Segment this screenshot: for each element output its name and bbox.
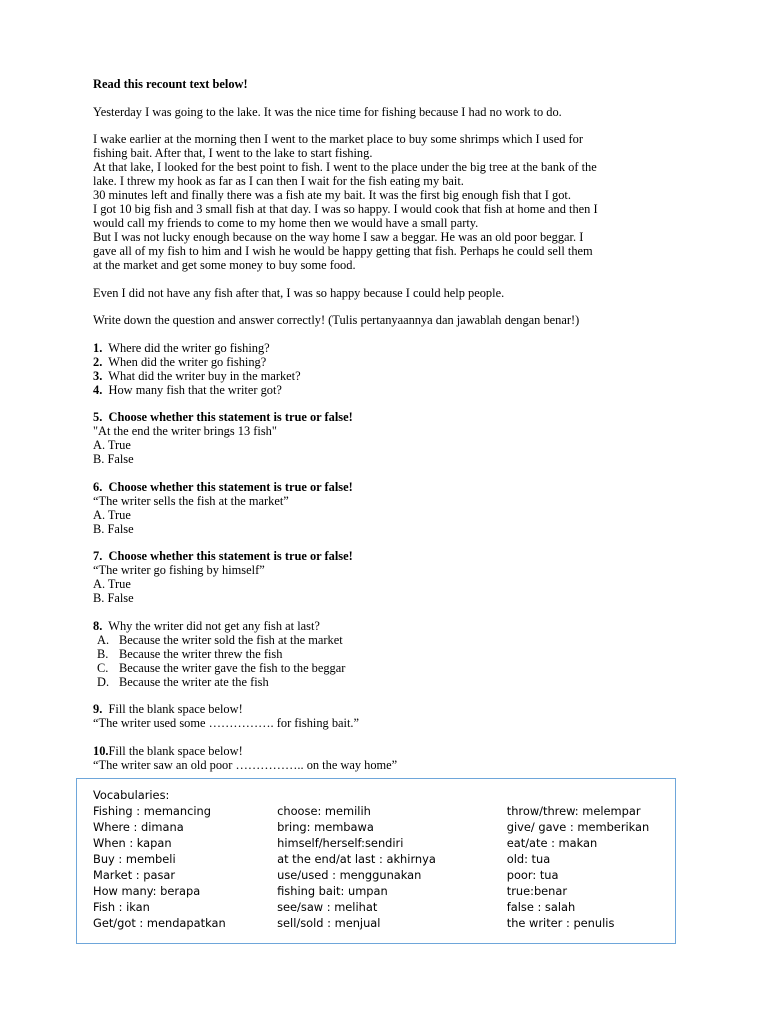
vocab-column-2 [277,803,507,931]
option-d: D. Because the writer ate the fish [97,674,269,689]
vocab-item: false : salah [506,900,576,914]
statement: “The writer sells the fish at the market” [93,493,289,508]
vocab-item: poor: tua [506,868,559,882]
vocab-item: When : kapan [93,836,172,850]
vocab-item: Get/got : mendapatkan [93,916,226,930]
vocab-item: Buy : membeli [93,852,176,866]
option-b: B. Because the writer threw the fish [97,646,283,661]
intro-paragraph: Yesterday I was going to the lake. It was the nice time for fishing because I had no work to do. [93,104,562,119]
option-true: A. True [93,438,131,452]
statement: "At the end the writer brings 13 fish" [93,424,277,438]
vocab-item: How many: berapa [93,884,201,898]
instruction: Write down the question and answer correctly! (Tulis pertanyaannya dan jawablah dengan benar!) [93,313,580,327]
question-10: 10.Fill the blank space below! “The writer saw an old poor …………….. on the way home” [93,744,683,772]
story-line: gave all of my fish to him and I wish he would be happy getting that fish. Perhaps he could sell them [93,244,593,258]
question-3: 3. What did the writer buy in the market? [93,368,301,383]
heading: Read this recount text below! [93,77,248,91]
statement: “The writer saw an old poor …………….. on the way home” [93,757,398,772]
option-false: B. False [93,591,134,605]
option-false: B. False [93,452,134,466]
vocab-item: throw/threw: melempar [506,804,641,818]
vocab-item: Fishing : memancing [93,804,212,818]
statement: “The writer go fishing by himself” [93,563,265,577]
question-7: 7. Choose whether this statement is true or false! “The writer go fishing by himself” A. True B. False [93,549,683,605]
story-line: fishing bait. After that, I went to the lake to start fishing. [93,146,373,160]
vocab-item: choose: memilih [277,804,371,818]
vocab-item: fishing bait: umpan [277,884,388,898]
vocab-item: himself/herself:sendiri [277,836,404,850]
vocab-item: Market : pasar [93,868,176,882]
statement: “The writer used some ……………. for fishing bait.” [93,716,359,730]
story-line: would call my friends to come to my home then we would have a small party. [93,216,479,230]
story-line: lake. I threw my hook as far as I can then I wait for the fish eating my bait. [93,174,464,188]
closing-paragraph: Even I did not have any fish after that, I was so happy because I could help people. [93,285,505,300]
story-line: But I was not lucky enough because on the way home I saw a beggar. He was an old poor beggar. I [93,230,584,244]
option-false: B. False [93,521,134,536]
vocab-item: eat/ate : makan [506,836,598,850]
question-9: 9. Fill the blank space below! “The writer used some ……………. for fishing bait.” [93,702,683,730]
story-line: 30 minutes left and finally there was a fish ate my bait. It was the first big enough fish that I got. [93,188,571,202]
story-line: At that lake, I looked for the best point to fish. I went to the place under the big tree at the bank of the [93,160,597,174]
vocab-item: give/ gave : memberikan [506,820,650,834]
option-true: A. True [93,507,131,522]
story-line: I wake earlier at the morning then I went to the market place to buy some shrimps which I used for [93,132,583,146]
vocab-item: true:benar [506,884,568,898]
question-4: 4. How many fish that the writer got? [93,382,282,397]
question-8: 8. Why the writer did not get any fish at last? A. Because the writer sold the fish at the market B. Because the writer threw the fish C. Because the writer gave the fish to the beggar D. Because the writer ate the fish [93,619,683,689]
vocab-item: sell/sold : menjual [277,916,381,930]
worksheet [93,77,683,772]
simple-questions [93,341,683,397]
vocab-item: the writer : penulis [506,916,615,930]
vocabulary-title: Vocabularies: [93,788,170,802]
vocab-item: old: tua [506,852,551,866]
vocab-item: bring: membawa [277,820,374,834]
story-line: I got 10 big fish and 3 small fish at that day. I was so happy. I would cook that fish at home and then I [93,202,598,216]
vocab-column-1 [93,803,277,931]
vocab-item: see/saw : melihat [277,900,378,914]
option-true: A. True [93,577,131,591]
vocab-item: use/used : menggunakan [277,868,422,882]
question-6: 6. Choose whether this statement is true or false! “The writer sells the fish at the market” A. True B. False [93,480,683,536]
option-c: C. Because the writer gave the fish to the beggar [97,660,346,675]
vocab-item: Where : dimana [93,820,184,834]
vocab-column-3 [507,803,675,931]
vocab-item: Fish : ikan [93,900,150,914]
question-1: 1. Where did the writer go fishing? [93,340,270,355]
vocab-item: at the end/at last : akhirnya [277,852,436,866]
story-paragraph [93,132,683,272]
vocabulary-box [76,778,676,944]
story-line: at the market and get some money to buy some food. [93,258,356,272]
option-a: A. Because the writer sold the fish at the market [97,632,343,647]
question-5: 5. Choose whether this statement is true or false! "At the end the writer brings 13 fish" A. True B. False [93,410,683,466]
question-2: 2. When did the writer go fishing? [93,354,267,369]
